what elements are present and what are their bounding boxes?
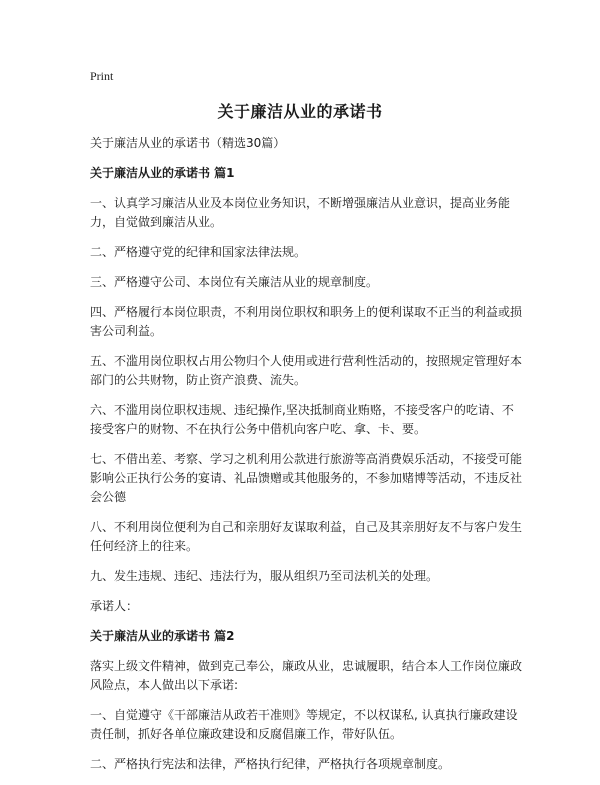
paragraph: 七、不借出差、考察、学习之机利用公款进行旅游等高消费娱乐活动，不接受可能影响公正执行公务的宴请、礼品馈赠或其他服务的，不参加赌博等活动，不违反社会公德 bbox=[90, 452, 523, 504]
paragraph: 一、认真学习廉洁从业及本岗位业务知识，不断增强廉洁从业意识，提高业务能力，自觉做到廉洁从业。 bbox=[90, 196, 511, 229]
document-subtitle: 关于廉洁从业的承诺书（精选30篇） bbox=[90, 136, 286, 150]
signature-line: 承诺人： bbox=[90, 599, 139, 613]
paragraph: 六、不滥用岗位职权违规、违纪操作,坚决抵制商业贿赂，不接受客户的吃请、不接受客户的财物、不在执行公务中借机向客户吃、拿、卡、要。 bbox=[90, 403, 514, 436]
document-body bbox=[90, 134, 524, 785]
section-heading: 关于廉洁从业的承诺书 篇1 bbox=[90, 166, 235, 180]
section-heading: 关于廉洁从业的承诺书 篇2 bbox=[90, 629, 235, 643]
paragraph: 落实上级文件精神，做到克己奉公，廉政从业，忠诚履职，结合本人工作岗位廉政风险点，本人做出以下承诺: bbox=[90, 659, 523, 692]
document-title: 关于廉洁从业的承诺书 bbox=[217, 102, 383, 121]
paragraph: 九、发生违规、违纪、违法行为，服从组织乃至司法机关的处理。 bbox=[90, 569, 439, 583]
paragraph: 四、严格履行本岗位职责，不利用岗位职权和职务上的便利谋取不正当的利益或损害公司利益。 bbox=[90, 305, 523, 338]
paragraph: 五、不滥用岗位职权占用公物归个人使用或进行营利性活动的，按照规定管理好本部门的公共财物，防止资产浪费、流失。 bbox=[90, 354, 523, 387]
paragraph: 二、严格遵守党的纪律和国家法律法规。 bbox=[90, 245, 307, 259]
paragraph: 八、不利用岗位便利为自己和亲朋好友谋取利益，自己及其亲朋好友不与客户发生任何经济上的往来。 bbox=[90, 520, 523, 553]
paragraph: 三、严格遵守公司、本岗位有关廉洁从业的规章制度。 bbox=[90, 275, 379, 289]
print-label: Print bbox=[90, 69, 114, 83]
paragraph: 二、严格执行宪法和法律，严格执行纪律，严格执行各项规章制度。 bbox=[90, 757, 451, 771]
paragraph: 一、自觉遵守《干部廉洁从政若干准则》等规定，不以权谋私, 认真执行廉政建设责任制，抓好各单位廉政建设和反腐倡廉工作，带好队伍。 bbox=[90, 708, 518, 741]
